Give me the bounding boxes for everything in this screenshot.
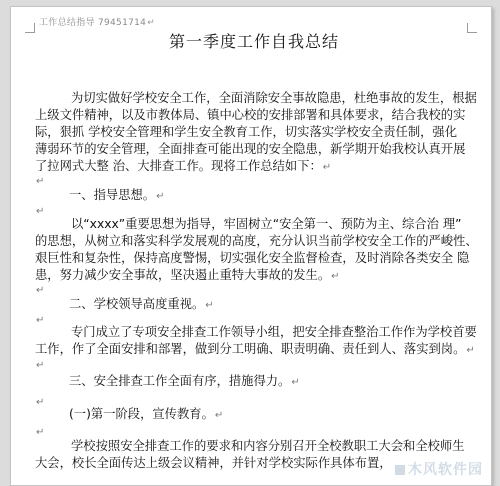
paragraph-mark-icon: ↵ (36, 360, 45, 371)
watermark-text: 木风软件园 (408, 462, 483, 478)
text-line: 薄弱环节的安全管理，全面排查可能出现的安全隐患，新学期开始我校认真开展 (35, 142, 466, 156)
text-line: 了拉网式大整 治、大排查工作。现将工作总结如下：↵ (35, 159, 332, 173)
paragraph-mark-icon: ↵ (36, 427, 45, 438)
text-line: 以“xxxx”重要思想为指导，牢固树立“安全第一、预防为主、综合治 理” (71, 217, 462, 231)
margin-corner-mark (25, 23, 35, 33)
empty-paragraph (35, 423, 44, 441)
text-line: 二、学校领导高度重视。↵ (69, 297, 214, 311)
text-line: 为切实做好学校安全工作，全面消除安全事故隐患，杜绝事故的发生，根据 (71, 91, 477, 105)
paragraph-mark-icon: ↵ (36, 176, 45, 187)
empty-paragraph (35, 172, 44, 190)
paragraph-mark-icon: ↵ (322, 162, 332, 173)
text-line: 工作，作了全面安排和部署，做到分工明确、职责明确、责任到人、落实到岗。↵ (35, 342, 475, 356)
empty-paragraph (35, 311, 44, 329)
empty-paragraph (35, 356, 44, 374)
paragraph-mark-icon: ↵ (36, 397, 45, 408)
text-line: 专门成立了专项安全排查工作领导小组，把安全排查整治工作作为学校首要 (71, 325, 477, 339)
paragraph-mark-icon: ↵ (36, 285, 45, 296)
text-line: 三、安全排查工作全面有序，措施得力。↵ (69, 374, 300, 388)
empty-paragraph (35, 202, 44, 220)
text-line: 的思想，从树立和落实科学发展观的高度，充分认识当前学校安全工作的严峻性、 (35, 234, 478, 248)
text-line: 一、指导思想。↵ (69, 188, 165, 202)
empty-paragraph (35, 281, 44, 299)
watermark-logo-icon (395, 465, 405, 475)
text-line: 上级文件精神，以及市教体局、镇中心校的安排部署和具体要求，结合我校的实 (35, 108, 466, 122)
paragraph-mark-icon: ↵ (466, 345, 475, 356)
paragraph-mark-icon: ↵ (214, 410, 224, 421)
document-title[interactable]: 第一季度工作自我总结 (168, 32, 339, 51)
paragraph-mark-icon: ↵ (205, 300, 214, 311)
text-line: 学校按照安全排查工作的要求和内容分别召开全校教职工大会和全校师生 (71, 439, 465, 453)
watermark-logo (395, 459, 483, 479)
text-line: (一)第一阶段，宣传教育。↵ (69, 407, 224, 421)
paragraph-mark-icon: ↵ (36, 206, 45, 217)
header-text: 工作总结指导 79451714 (39, 18, 147, 28)
page-header (39, 15, 155, 28)
text-line: 患，努力减少安全事故，坚决遏止重特大事故的发生。↵ (35, 268, 340, 282)
document-page (10, 6, 492, 486)
empty-paragraph (35, 393, 44, 411)
text-line: 际，狠抓 学校安全管理和学生安全教育工作，切实落实学校安全责任制，强化 (35, 125, 458, 139)
text-line: 艰巨性和复杂性，保持高度警惕，切实强化安全监督检查，及时消除各类安全 隐 (35, 251, 470, 265)
paragraph-mark-icon: ↵ (36, 315, 45, 326)
paragraph-mark-icon: ↵ (156, 191, 165, 202)
paragraph-mark-icon: ↵ (291, 377, 300, 388)
text-line: 大会，校长全面传达上级会议精神，并针对学校实际作具体布置， (35, 456, 392, 470)
paragraph-mark-icon: ↵ (331, 271, 340, 282)
paragraph-mark-icon: ↵ (147, 18, 156, 28)
